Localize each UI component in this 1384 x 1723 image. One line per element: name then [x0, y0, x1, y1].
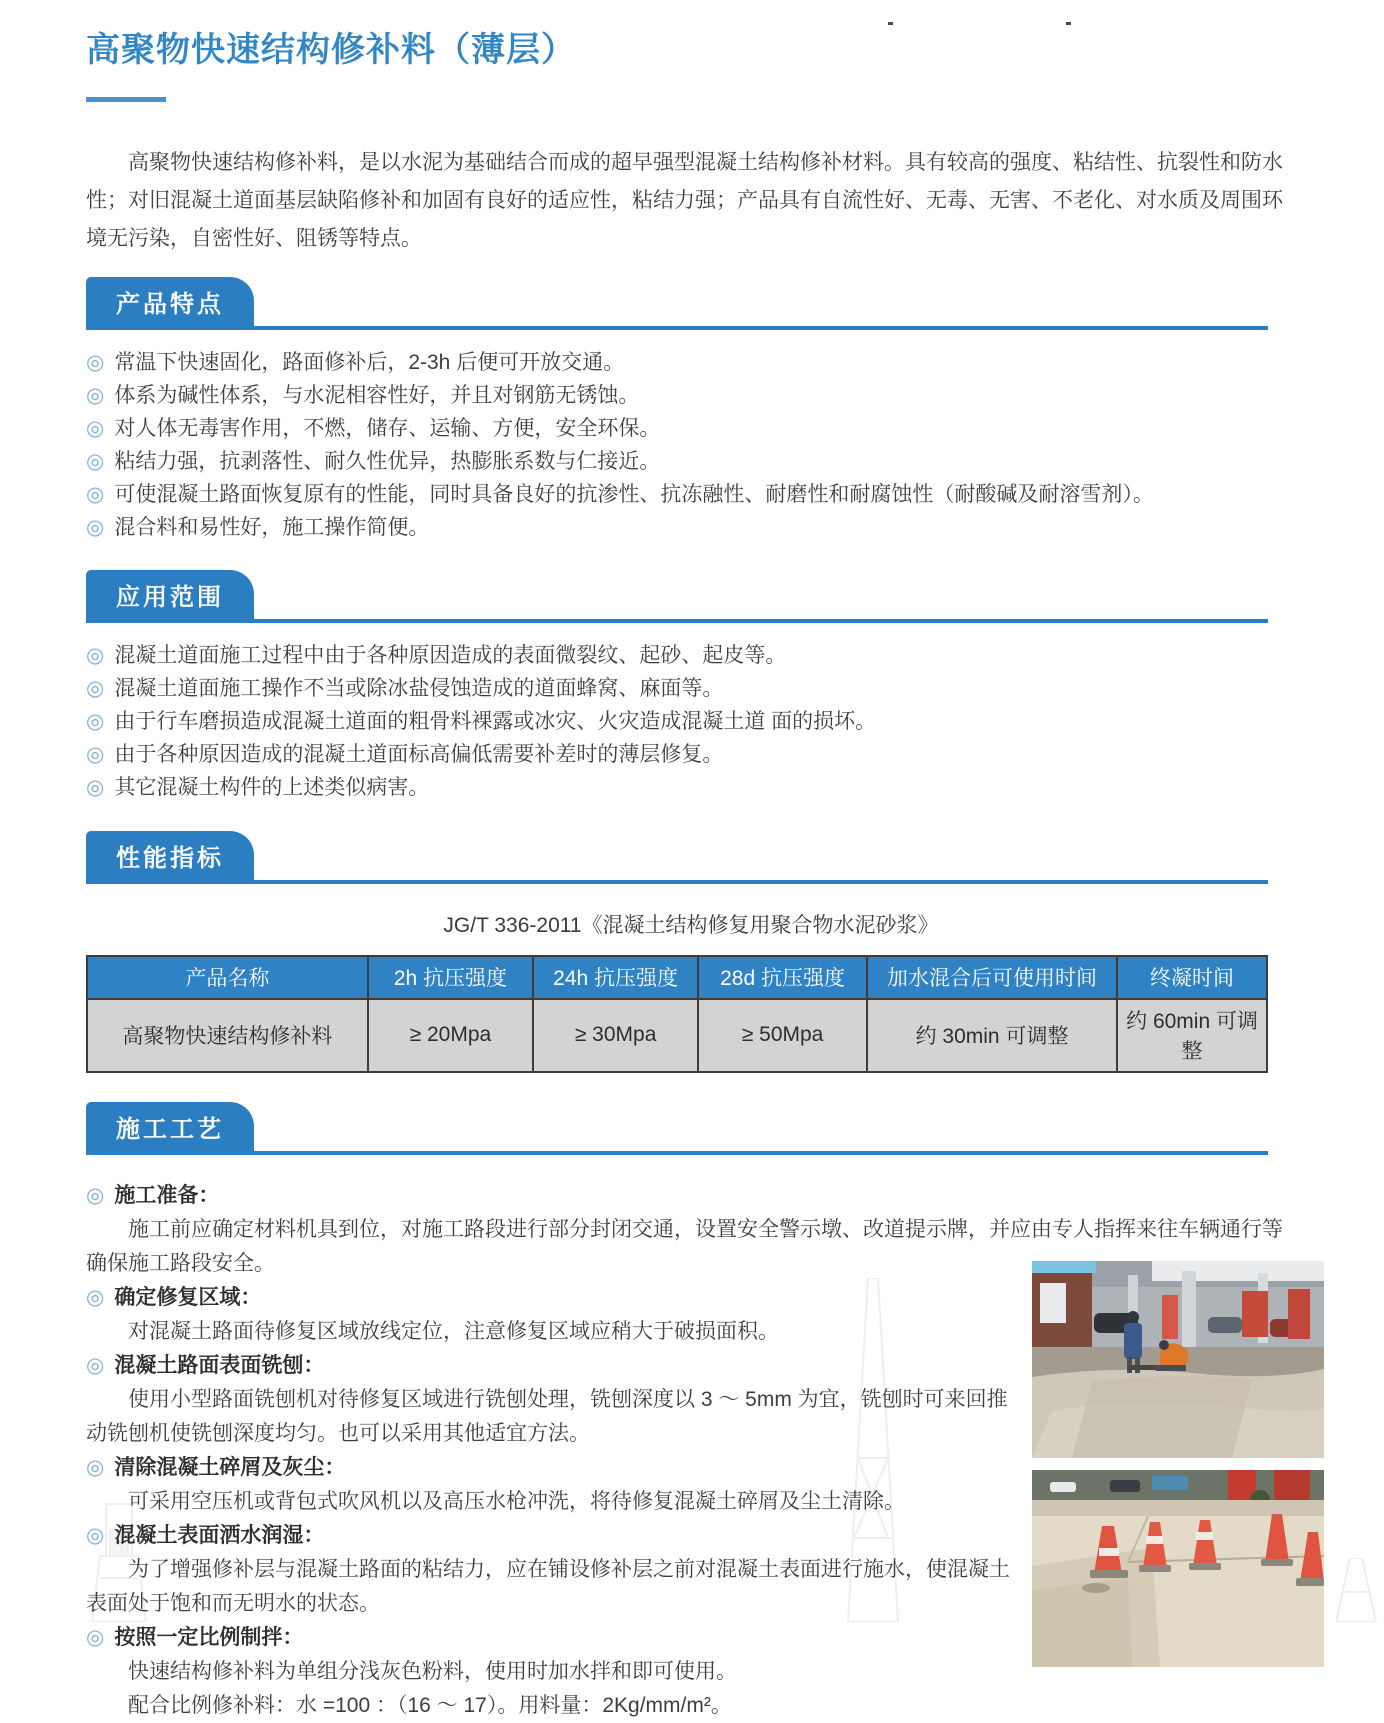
step-body: 施工前应确定材料机具到位，对施工路段进行部分封闭交通，设置安全警示墩、改道提示牌，并应由专人指挥来往车辆通行等确保施工路段安全。 — [86, 1218, 1283, 1275]
section-header — [86, 570, 1296, 623]
page-title: 高聚物快速结构修补料（薄层） — [86, 31, 576, 69]
bullseye-icon: ◎ — [86, 677, 105, 700]
column-header: 24h 抗压强度 — [533, 956, 698, 999]
column-header: 加水混合后可使用时间 — [867, 956, 1117, 999]
applications-list — [86, 639, 1296, 804]
photo-column — [1032, 1261, 1324, 1667]
section-performance — [86, 831, 1296, 1073]
step-body: 对混凝土路面待修复区域放线定位，注意修复区域应稍大于破损面积。 — [128, 1320, 779, 1343]
column-header: 产品名称 — [87, 956, 368, 999]
section-tab-applications: 应用范围 — [86, 570, 254, 621]
section-rule — [86, 326, 1268, 330]
list-item: ◎ 常温下快速固化，路面修补后，2-3h 后便可开放交通。 — [86, 346, 1296, 379]
list-item: ◎ 其它混凝土构件的上述类似病害。 — [86, 771, 1296, 804]
section-rule — [86, 880, 1268, 884]
list-item: ◎ 混凝土道面施工过程中由于各种原因造成的表面微裂纹、起砂、起皮等。 — [86, 639, 1296, 672]
list-item: ◎ 由于各种原因造成的混凝土道面标高偏低需要补差时的薄层修复。 — [86, 738, 1296, 771]
section-header — [86, 1102, 1296, 1155]
performance-table — [86, 955, 1268, 1073]
bullseye-icon: ◎ — [86, 710, 105, 733]
page — [0, 22, 1384, 1723]
bullseye-icon: ◎ — [86, 450, 105, 473]
table-cell: 高聚物快速结构修补料 — [87, 999, 368, 1072]
section-header — [86, 277, 1296, 330]
bullseye-icon: ◎ — [86, 1354, 105, 1377]
table-row — [87, 999, 1267, 1072]
list-item: ◎ 粘结力强，抗剥落性、耐久性优异，热膨胀系数与仁接近。 — [86, 445, 1296, 478]
section-rule — [86, 619, 1268, 623]
step-body: 为了增强修补层与混凝土路面的粘结力，应在铺设修补层之前对混凝土表面进行施水，使混凝土表面处于饱和而无明水的状态。 — [86, 1558, 1010, 1615]
bullseye-icon: ◎ — [86, 384, 105, 407]
table-cell: ≥ 30Mpa — [533, 999, 698, 1072]
list-item: ◎ 体系为碱性体系，与水泥相容性好，并且对钢筋无锈蚀。 — [86, 379, 1296, 412]
bullseye-icon: ◎ — [86, 516, 105, 539]
table-header-row — [87, 956, 1267, 999]
column-header: 28d 抗压强度 — [698, 956, 867, 999]
section-process — [86, 1102, 1296, 1723]
step-body: 配合比例修补料：水 =100 ：（16 ～ 17）。用料量：2Kg/mm/m²。 — [128, 1694, 732, 1717]
bullseye-icon: ◎ — [86, 1184, 105, 1207]
section-header — [86, 831, 1296, 884]
bullseye-icon: ◎ — [86, 644, 105, 667]
table-cell: 约 60min 可调整 — [1117, 999, 1267, 1072]
bullseye-icon: ◎ — [86, 483, 105, 506]
list-item: ◎ 混合料和易性好，施工操作简便。 — [86, 511, 1296, 544]
list-item: ◎ 由于行车磨损造成混凝土道面的粗骨料裸露或冰灾、火灾造成混凝土道 面的损坏。 — [86, 705, 1296, 738]
step-body: 快速结构修补料为单组分浅灰色粉料，使用时加水拌和即可使用。 — [128, 1660, 737, 1683]
step-body: 使用小型路面铣刨机对待修复区域进行铣刨处理，铣刨深度以 3 ～ 5mm 为宜，铣刨时可来回推动铣刨机使铣刨深度均匀。也可以采用其他适宜方法。 — [86, 1388, 1008, 1445]
column-header: 2h 抗压强度 — [368, 956, 533, 999]
traffic-cones-photo — [1032, 1470, 1324, 1667]
bullseye-icon: ◎ — [86, 351, 105, 374]
step-label: ◎ 混凝土表面洒水润湿： — [86, 1519, 1012, 1553]
section-tab-process: 施工工艺 — [86, 1102, 254, 1153]
bullseye-icon: ◎ — [86, 1524, 105, 1547]
step-label: ◎ 按照一定比例制拌： — [86, 1621, 1012, 1655]
section-tab-performance: 性能指标 — [86, 831, 254, 882]
step-label: ◎ 混凝土路面表面铣刨： — [86, 1349, 1012, 1383]
section-features — [86, 277, 1296, 544]
title-underline — [86, 97, 166, 102]
section-tab-features: 产品特点 — [86, 277, 254, 328]
bullseye-icon: ◎ — [86, 417, 105, 440]
bullseye-icon: ◎ — [86, 1286, 105, 1309]
section-rule — [86, 1151, 1268, 1155]
list-item: ◎ 混凝土道面施工操作不当或除冰盐侵蚀造成的道面蜂窝、麻面等。 — [86, 672, 1296, 705]
construction-site-photo — [1032, 1261, 1324, 1458]
table-cell: 约 30min 可调整 — [867, 999, 1117, 1072]
list-item: ◎ 可使混凝土路面恢复原有的性能，同时具备良好的抗渗性、抗冻融性、耐磨性和耐腐蚀性（耐酸碱及耐溶雪剂）。 — [86, 478, 1296, 511]
standard-caption: JG/T 336-2011《混凝土结构修复用聚合物水泥砂浆》 — [443, 914, 939, 937]
bullseye-icon: ◎ — [86, 1626, 105, 1649]
step-label: ◎ 确定修复区域： — [86, 1281, 1012, 1315]
intro-paragraph: 高聚物快速结构修补料，是以水泥为基础结合而成的超早强型混凝土结构修补材料。具有较高的强度、粘结性、抗裂性和防水性；对旧混凝土道面基层缺陷修补和加固有良好的适应性，粘结力强；产品具有自流性好、无毒、无害、不老化、对水质及周围环境无污染，自密性好、阻锈等特点。 — [86, 151, 1283, 250]
bullseye-icon: ◎ — [86, 743, 105, 766]
table-cell: ≥ 50Mpa — [698, 999, 867, 1072]
column-header: 终凝时间 — [1117, 956, 1267, 999]
step-label: ◎ 清除混凝土碎屑及灰尘： — [86, 1451, 1012, 1485]
table-cell: ≥ 20Mpa — [368, 999, 533, 1072]
list-item: ◎ 对人体无毒害作用，不燃，储存、运输、方便，安全环保。 — [86, 412, 1296, 445]
bullseye-icon: ◎ — [86, 776, 105, 799]
bullseye-icon: ◎ — [86, 1456, 105, 1479]
process-steps — [86, 1179, 1296, 1723]
features-list — [86, 346, 1296, 544]
section-applications — [86, 570, 1296, 804]
step-body: 可采用空压机或背包式吹风机以及高压水枪冲洗，将待修复混凝土碎屑及尘土清除。 — [128, 1490, 905, 1513]
step-label: ◎ 施工准备： — [86, 1179, 1296, 1213]
